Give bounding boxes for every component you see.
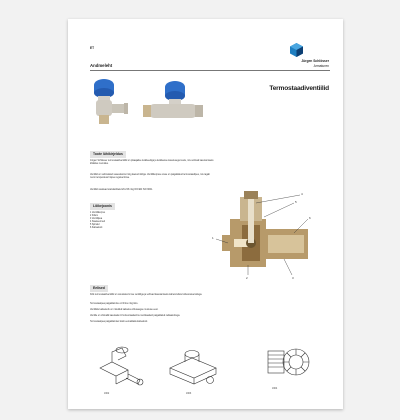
description-paragraph-1: Jürgen Schlösser termostaadiventiilid on pikaajalise kvaliteediga ja kvaliteetse kasutusega toode, mis sobivad kasutamiseks kõikides ruumides. (90, 160, 214, 165)
parts-list-item: 1 Ventiilikorpus (90, 212, 106, 214)
callout-number: 1 (212, 236, 214, 240)
angle-valve-image (90, 76, 130, 126)
document-header: Andmeleht (90, 63, 113, 68)
parts-list (90, 212, 105, 230)
features-paragraph-2: Termostaatpea paigaldamine on lihtne ning kiire. (90, 303, 139, 305)
straight-valve-image (143, 77, 203, 127)
features-paragraph-5: Termostaatpea paigaldamisel tuleb eemaldada kaitsekork. (90, 321, 148, 323)
description-paragraph-3: Ventiilid vastavad standarditele EN 215 ning DIN EN ISO 9001. (90, 189, 153, 191)
datasheet-page (68, 19, 343, 409)
straight-valve-code: J003 (186, 392, 192, 395)
cross-section-image (208, 189, 318, 279)
language-code: ET (90, 46, 95, 50)
callout-number: 2 (246, 276, 248, 279)
parts-list-item: 4 Sisekeermed (90, 220, 106, 223)
features-paragraph-4: Ventiile on võimalik kasutada nii horisontaalselt kui vertikaalselt paigaldatud radiaatoritega. (90, 315, 181, 317)
angle-valve-code: J002 (104, 392, 110, 395)
description-paragraph-2: Ventiilid on valmistatud vasesulamist ning kaetud nikliga. Ventiilikorpuse sisse on paigaldatud termostaadipea, mis tagab ruumi temperatuuri täpse reguleerimise. (90, 174, 210, 179)
callout-number: 4 (301, 192, 303, 196)
parts-list-item: 2 Kiilum (90, 214, 99, 217)
brand-name: Jürgen Schlösser (301, 59, 329, 63)
brand-subtitle: Armaturen (313, 63, 329, 68)
description-heading: Toote lühikirjeldus (90, 151, 126, 158)
parts-list-item: 5 Spindel (90, 223, 100, 226)
document-title: Termostaadiventiilid (269, 85, 329, 92)
callout-number: 3 (292, 276, 294, 279)
features-paragraph-3: Ventiilide kaitsekork on mõeldud kaitseks ehitusaegse mustuse eest. (90, 309, 159, 311)
angle-valve-drawing (94, 342, 146, 388)
header-divider (90, 70, 330, 71)
callout-number: 6 (309, 216, 311, 220)
callout-number: 5 (295, 200, 297, 204)
parts-list-item: 3 Ventiilipea (90, 217, 103, 220)
parts-list-item: 6 Kaitsekork (90, 226, 103, 229)
straight-valve-drawing (166, 344, 220, 390)
thermostat-head-code: J004 (272, 387, 278, 390)
features-heading: Eelised (90, 285, 108, 292)
brand-logo-icon (290, 43, 303, 57)
features-paragraph-1: Kõik termostaadiventiilid on varustatud 2-tee ventiiliga ja sobivad kasutamiseks kahetoruliste küttesüsteemidega. (90, 294, 203, 296)
parts-heading: Lõikejoonis (90, 203, 115, 210)
thermostat-head-drawing (264, 341, 314, 385)
